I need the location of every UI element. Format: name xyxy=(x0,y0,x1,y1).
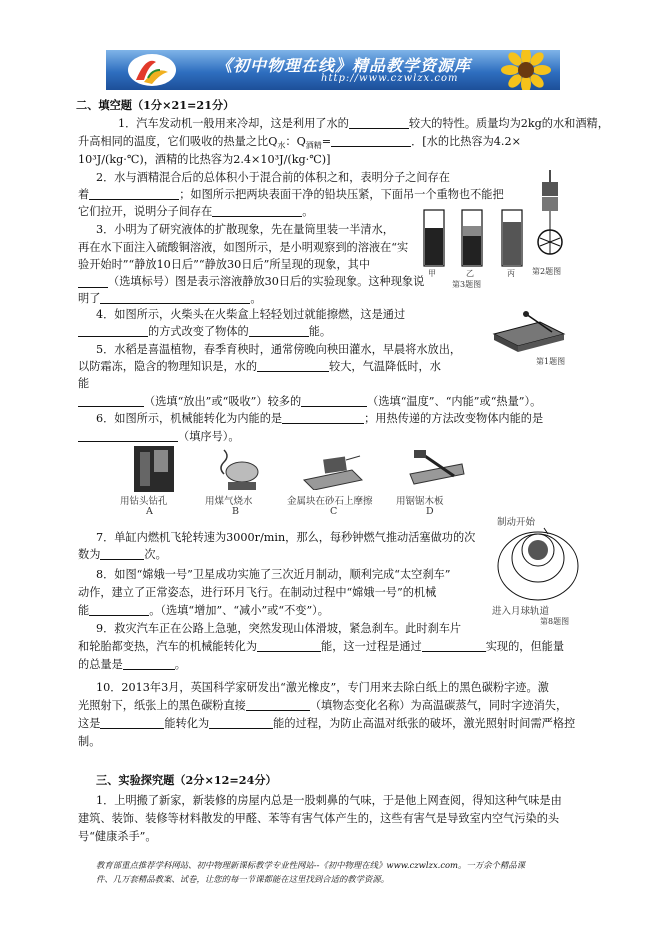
q9-line2: 和轮胎都变热，汽车的机械能转化为 能，这一过程是通过 实现的，但能量 xyxy=(78,640,565,653)
q10-blank1[interactable] xyxy=(246,698,310,711)
fig6-letter-a: A xyxy=(146,506,153,517)
fig8-caption: 第8题图 xyxy=(540,617,570,626)
header-banner xyxy=(106,50,560,90)
q4-blank2[interactable] xyxy=(249,324,309,337)
q8-blank1[interactable] xyxy=(89,603,149,616)
q3-line4: （选填标号）图是表示溶液静放30日后的实验现象。这种现象说 xyxy=(78,274,424,290)
fig6-letter-b: B xyxy=(232,506,239,517)
cyl-label-c: 丙 xyxy=(507,269,515,278)
matchbox-figure xyxy=(490,304,570,356)
q10-line2: 光照射下，纸张上的黑色碳粉直接 （填物态变化名称）为高温碳蒸气，同时字迹消失， xyxy=(78,699,568,712)
q3-line1: 3．小明为了研究液体的扩散现象，先在量筒里装一半清水， xyxy=(96,223,394,236)
q5-blank3[interactable] xyxy=(301,394,367,407)
q8-line3: 能 。（选填“增加”、“减小”或“不变”）。 xyxy=(78,604,329,617)
q7-line2: 数为 次。 xyxy=(78,548,167,561)
q2-line1: 2．水与酒精混合后的总体积小于混合前的体积之和，表明分子之间存在 xyxy=(96,171,450,184)
q2-line3: 它们拉开，说明分子间存在 。 xyxy=(78,205,314,218)
q6-blank2[interactable] xyxy=(78,429,178,442)
fig1-caption: 第1题图 xyxy=(536,357,566,366)
footer-line2: 件、几万套精品教案、试卷，让您的每一节课都能在这里找到合适的教学资源。 xyxy=(96,874,390,884)
q10-blank2[interactable] xyxy=(100,716,164,729)
fig6-label-b: 用煤气烧水 xyxy=(205,496,253,507)
q6-blank1[interactable] xyxy=(282,411,364,424)
fig2-caption: 第2题图 xyxy=(532,267,562,276)
q8-line2: 动作，建立了正常姿态，进行环月飞行。在制动过程中“嫦娥一号”的机械 xyxy=(78,586,437,599)
q5-line1: 5．水稻是喜温植物，春季育秧时，通常傍晚向秧田灌水，早晨将水放出， xyxy=(96,343,462,356)
q4-blank1[interactable] xyxy=(78,324,148,337)
q4-line1: 4．如图所示，火柴头在火柴盒上轻轻划过就能擦燃，这是通过 xyxy=(96,308,406,321)
banner-url[interactable]: http://www.czwlzx.com xyxy=(321,73,459,84)
lead-blocks-figure xyxy=(530,170,570,280)
fig6-letter-c: C xyxy=(330,506,338,517)
q3-line2: 再在水下面注入硫酸铜溶液，如图所示，是小明观察到的溶液在“实 xyxy=(78,241,409,254)
q1-line1: 1．汽车发动机一般用来冷却，这是利用了水的 较大的特性。质量均为2kg的水和酒精， xyxy=(118,117,609,130)
q10-blank3[interactable] xyxy=(209,716,273,729)
q10-line1: 10．2013年3月，英国科学家研发出“激光橡皮”，专门用来去除白纸上的黑色碳粉字迹。激 xyxy=(96,681,549,694)
q9-blank2[interactable] xyxy=(422,639,486,652)
q1-blank1[interactable] xyxy=(349,116,409,129)
section-title-fill-in: 二、填空题（1分×21=21分） xyxy=(76,98,235,112)
q1-line3: 10³J/(kg·℃)，酒精的比热容为2.4×10³J/(kg·℃)] xyxy=(78,153,331,166)
q3-blank2[interactable] xyxy=(100,291,250,304)
q3-line5: 明了 。 xyxy=(78,292,262,305)
q2-blank1[interactable] xyxy=(89,187,179,200)
s2-q1-line1: 1．上明搬了新家，新装修的房屋内总是一股刺鼻的气味，于是他上网查阅，得知这种气味是由 xyxy=(96,794,562,807)
q5-line3: 能 xyxy=(78,377,90,390)
cyl-label-b: 乙 xyxy=(466,269,474,278)
q5-blank2[interactable] xyxy=(78,394,144,407)
q5-blank1[interactable] xyxy=(257,359,329,372)
q1-line2: 升高相同的温度，它们吸收的热量之比$Q_水$：$Q_{酒精}=$ ．[水的比热容为4.2× xyxy=(78,135,521,151)
cyl-label-a: 甲 xyxy=(428,269,436,278)
drill-photo-icon xyxy=(134,446,174,492)
footer-line1: 教育部重点推荐学科网站、初中物理新课标教学专业性网站--《初中物理在线》www.czwlzx.com。一万余个精品课 xyxy=(96,860,526,870)
fig6-label-c: 金属块在砂石上摩擦 xyxy=(287,496,373,507)
s2-q1-line2: 建筑、装饰、装修等材料散发的甲醛、苯等有害气体产生的，这些有害气是导致室内空气污染的头 xyxy=(78,812,560,825)
q9-line1: 9．救灾汽车正在公路上急驰，突然发现山体滑坡，紧急刹车。此时刹车片 xyxy=(96,622,462,635)
q2-line2: 着 ；如图所示把两块表面干净的铅块压紧，下面吊一个重物也不能把 xyxy=(78,188,504,201)
section-title-experiment: 三、实验探究题（2分×12=24分） xyxy=(96,773,277,787)
saw-wood-icon xyxy=(406,448,468,490)
q5-line4: （选填“放出”或“吸收”）较多的 （选填“温度”、“内能”或“热量”）。 xyxy=(78,394,541,410)
q7-blank1[interactable] xyxy=(100,547,144,560)
q8-line1: 8．如图“嫦娥一号”卫星成功实施了三次近月制动，顺利完成“太空刹车” xyxy=(96,568,451,581)
q9-blank3[interactable] xyxy=(123,657,175,670)
q5-line2: 以防霜冻，隐含的物理知识是，水的 较大，气温降低时，水 xyxy=(78,360,441,373)
q3-line3: 验开始时”“静放10日后”“静放30日后”所呈现的现象，其中 xyxy=(78,258,371,271)
sunflower-icon xyxy=(496,50,556,90)
q1-blank2[interactable] xyxy=(331,134,411,147)
gas-stove-kettle-icon xyxy=(214,446,266,492)
fig8-top-label: 制动开始 xyxy=(497,517,536,528)
q4-line2: 的方式改变了物体的 能。 xyxy=(78,324,331,340)
lunar-orbit-figure xyxy=(492,526,582,604)
q10-line4: 制。 xyxy=(78,735,101,748)
q7-line1: 7．单缸内燃机飞轮转速为3000r/min，那么，每秒钟燃气推动活塞做功的次 xyxy=(96,531,476,544)
q6-line2: （填序号）。 xyxy=(78,429,240,445)
fig8-bottom-label: 进入月球轨道 xyxy=(492,606,550,617)
fig6-label-d: 用锯锯木板 xyxy=(396,496,444,507)
site-logo-icon xyxy=(126,52,178,88)
s2-q1-line3: 号“健康杀手”。 xyxy=(78,830,157,843)
q3-blank1[interactable] xyxy=(78,275,108,288)
fig6-letter-d: D xyxy=(426,506,434,517)
q6-line1: 6．如图所示，机械能转化为内能的是 ；用热传递的方法改变物体内能的是 xyxy=(96,412,544,425)
q10-line3: 这是 能转化为 能的过程，为防止高温对纸张的破坏，激光照射时间需严格控 xyxy=(78,717,576,730)
banner-title: 《初中物理在线》精品教学资源库 xyxy=(216,56,472,75)
fig6-label-a: 用钻头钻孔 xyxy=(120,496,168,507)
q9-blank1[interactable] xyxy=(257,639,321,652)
fig3-caption: 第3题图 xyxy=(452,280,482,289)
q2-blank2[interactable] xyxy=(212,204,302,217)
q9-line3: 的总量是 。 xyxy=(78,658,186,671)
metal-block-friction-icon xyxy=(302,452,364,490)
